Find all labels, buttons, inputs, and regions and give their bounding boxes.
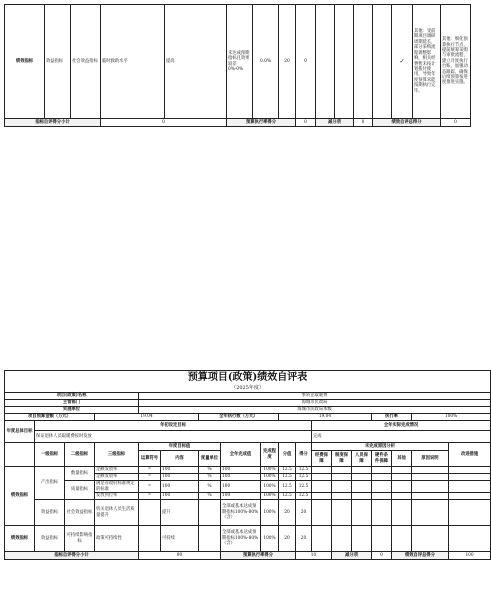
header-r5: 其他 — [392, 451, 412, 467]
row-degree: 100% — [261, 481, 279, 493]
total-value: 0 — [441, 119, 471, 127]
row-score: 20 — [296, 500, 312, 526]
row-actual: 100 — [221, 474, 261, 481]
header-score: 得分 — [296, 443, 312, 467]
header-l3: 三级指标 — [95, 443, 139, 467]
row-unit — [199, 526, 221, 552]
header-r6: 原因说明 — [412, 451, 449, 467]
row-l3: 数量指标 — [65, 467, 95, 481]
level3-cell: 社会效益指标 — [71, 5, 101, 119]
row-weight: 12.5 — [279, 474, 296, 481]
level1-cell: 绩效指标 — [5, 5, 45, 119]
row-l1: 绩效指标 — [5, 467, 35, 526]
row-content: 100 — [161, 467, 199, 474]
reason-hardware-cell — [373, 5, 392, 119]
dept-label: 主管部门 — [5, 400, 139, 407]
goal-text: 保证退休人员取暖费按时发放 — [35, 431, 312, 443]
measure-cell: 其他：细化预算执行节点，提前统筹采购与审批流程，建立月度执行台账，加强动态跟踪，确保后续预算按进度推进实施。 — [441, 5, 471, 119]
row-actual: 全部或基本达成预期指标100%-80%（含） — [221, 500, 261, 526]
goal-label: 年度总体目标 — [5, 421, 35, 443]
row-unit: % — [199, 474, 221, 481]
table-row — [5, 526, 491, 552]
header-empty — [5, 443, 35, 467]
project-value: 事转企取暖费 — [139, 393, 491, 400]
row-actual: 全部或基本达成预期指标100%-80%（含） — [221, 526, 261, 552]
row-degree: 100% — [261, 500, 279, 526]
project-label: 项目(政策)名称 — [5, 393, 139, 400]
row-name: 满足省政府标准规定的标准 — [95, 481, 139, 493]
row-weight: 12.5 — [279, 493, 296, 500]
row-op: = — [139, 467, 161, 474]
dept-value: 海城市民政局 — [139, 400, 491, 407]
row-content: 100 — [161, 493, 199, 500]
row-weight: 20 — [279, 500, 296, 526]
budget-score-label: 预算执行率得分 — [221, 552, 296, 560]
budget-score-label: 预算执行率得分 — [227, 119, 296, 127]
budget-score-value: 10 — [296, 552, 332, 560]
row-score: 20 — [296, 526, 312, 552]
header-op: 运算符号 — [139, 451, 161, 467]
weight-cell: 20 — [279, 5, 296, 119]
exec-amount-value: 19.04 — [279, 414, 372, 421]
row-name: 足额发放率 — [95, 467, 139, 474]
row-content: 提升 — [161, 500, 199, 526]
table-row — [5, 481, 491, 493]
budget-value: 19.04 — [95, 414, 199, 421]
header-r2: 制度保障 — [332, 451, 352, 467]
row-score: 12.5 — [296, 481, 312, 493]
row-op: = — [139, 474, 161, 481]
header-l1: 一级指标 — [35, 443, 65, 467]
row-op — [139, 526, 161, 552]
completion-text: 完成 — [312, 431, 491, 443]
unit-label: 实施单位 — [5, 407, 139, 414]
row-actual: 100 — [221, 493, 261, 500]
row-l3: 质量指标 — [65, 481, 95, 500]
header-weight: 分值 — [279, 443, 296, 467]
row-degree: 100% — [261, 467, 279, 474]
header-content: 内容 — [161, 451, 199, 467]
self-score-label: 指标自评得分小计 — [5, 552, 139, 560]
row-score: 12.5 — [296, 467, 312, 474]
deduct-label: 减分项 — [332, 552, 372, 560]
row-l2: 效益指标 — [35, 526, 65, 552]
report-year: （2025年度） — [5, 385, 491, 393]
rate-cell: 0.0% — [253, 5, 279, 119]
header-unit: 度量单位 — [199, 451, 221, 467]
header-actual: 全年完成值 — [221, 443, 261, 467]
row-weight: 20 — [279, 526, 296, 552]
deduct-label: 减分项 — [316, 119, 354, 127]
exec-rate-label: 执行率 — [372, 414, 412, 421]
reason-explain-cell: 其他：受前期项目调研周期延长，部分采购流程调整影响，相关经费暂未按计划拨付使用，导致年度预算未能按期执行完毕。 — [413, 5, 441, 119]
row-unit — [199, 500, 221, 526]
level2-cell: 效益指标 — [45, 5, 71, 119]
score-cell: 0 — [296, 5, 316, 119]
row-unit: % — [199, 467, 221, 474]
row-name: 足额发放率 — [95, 474, 139, 481]
table-row — [5, 500, 491, 526]
unit-value: 海城市民政局本级 — [139, 407, 491, 414]
deduct-value: 0 — [354, 119, 373, 127]
reason-other-check: ✓ — [392, 5, 413, 119]
row-l2: 产出指标 — [35, 467, 65, 500]
row-actual: 100 — [221, 481, 261, 493]
page2-table — [4, 370, 491, 560]
row-l3: 社会效益指标 — [65, 500, 95, 526]
header-measure: 改进措施 — [449, 443, 491, 467]
header-reason-group: 未完成原因分析 — [312, 443, 449, 451]
self-score-value: 0 — [101, 119, 227, 127]
exec-rate-value: 100% — [412, 414, 491, 421]
indicator-cell: 临时救助水平 — [101, 5, 165, 119]
row-name: 政策可持续性 — [95, 526, 139, 552]
completion-header: 全年实际完成情况 — [312, 421, 491, 431]
header-r3: 人员保障 — [352, 451, 372, 467]
goal-header: 年初设定目标 — [35, 421, 312, 431]
row-op — [139, 500, 161, 526]
page-title: 预算项目(政策)绩效自评表 — [5, 371, 491, 385]
deduct-value: 0 — [372, 552, 392, 560]
total-value: 100 — [449, 552, 491, 560]
header-r4: 硬件条件保障 — [372, 451, 392, 467]
row-name: 发放到位率 — [95, 493, 139, 500]
page1-table — [4, 4, 471, 127]
reason-fund-cell — [316, 5, 335, 119]
row-l2: 效益指标 — [35, 500, 65, 526]
row-weight: 12.5 — [279, 467, 296, 474]
actual-cell: 未达成预期指标且效果较差0%-0% — [227, 5, 253, 119]
table-row — [5, 467, 491, 474]
reason-system-cell — [335, 5, 354, 119]
row-content: 100 — [161, 474, 199, 481]
row-name: 机关退休人员生活质量提升 — [95, 500, 139, 526]
header-l2: 二级指标 — [65, 443, 95, 467]
row-score: 12.5 — [296, 493, 312, 500]
row-op: = — [139, 493, 161, 500]
row-l1: 绩效指标 — [5, 526, 35, 552]
row-op: = — [139, 481, 161, 493]
row-weight: 12.5 — [279, 481, 296, 493]
row-actual: 100 — [221, 467, 261, 474]
row-l3: 可持续影响指标 — [65, 526, 95, 552]
self-score-label: 指标自评得分小计 — [5, 119, 101, 127]
row-unit: % — [199, 481, 221, 493]
row-content: 可持续 — [161, 526, 199, 552]
row-unit: % — [199, 493, 221, 500]
total-label: 绩效自评总得分 — [373, 119, 441, 127]
reason-staff-cell — [354, 5, 373, 119]
row-content: 100 — [161, 481, 199, 493]
row-degree: 100% — [261, 474, 279, 481]
row-score: 12.5 — [296, 474, 312, 481]
total-label: 绩效自评总得分 — [392, 552, 449, 560]
row-degree: 100% — [261, 526, 279, 552]
row-degree: 100% — [261, 493, 279, 500]
header-target-group: 年度目标值 — [139, 443, 221, 451]
plan-cell: 提高 — [165, 5, 227, 119]
exec-amount-label: 全年执行数（万元） — [199, 414, 279, 421]
self-score-value: 90 — [139, 552, 221, 560]
header-degree: 完成程度 — [261, 443, 279, 467]
header-r1: 经费保障 — [312, 451, 332, 467]
budget-score-value: 0 — [296, 119, 316, 127]
budget-label: 项目预算金额（万元） — [5, 414, 95, 421]
